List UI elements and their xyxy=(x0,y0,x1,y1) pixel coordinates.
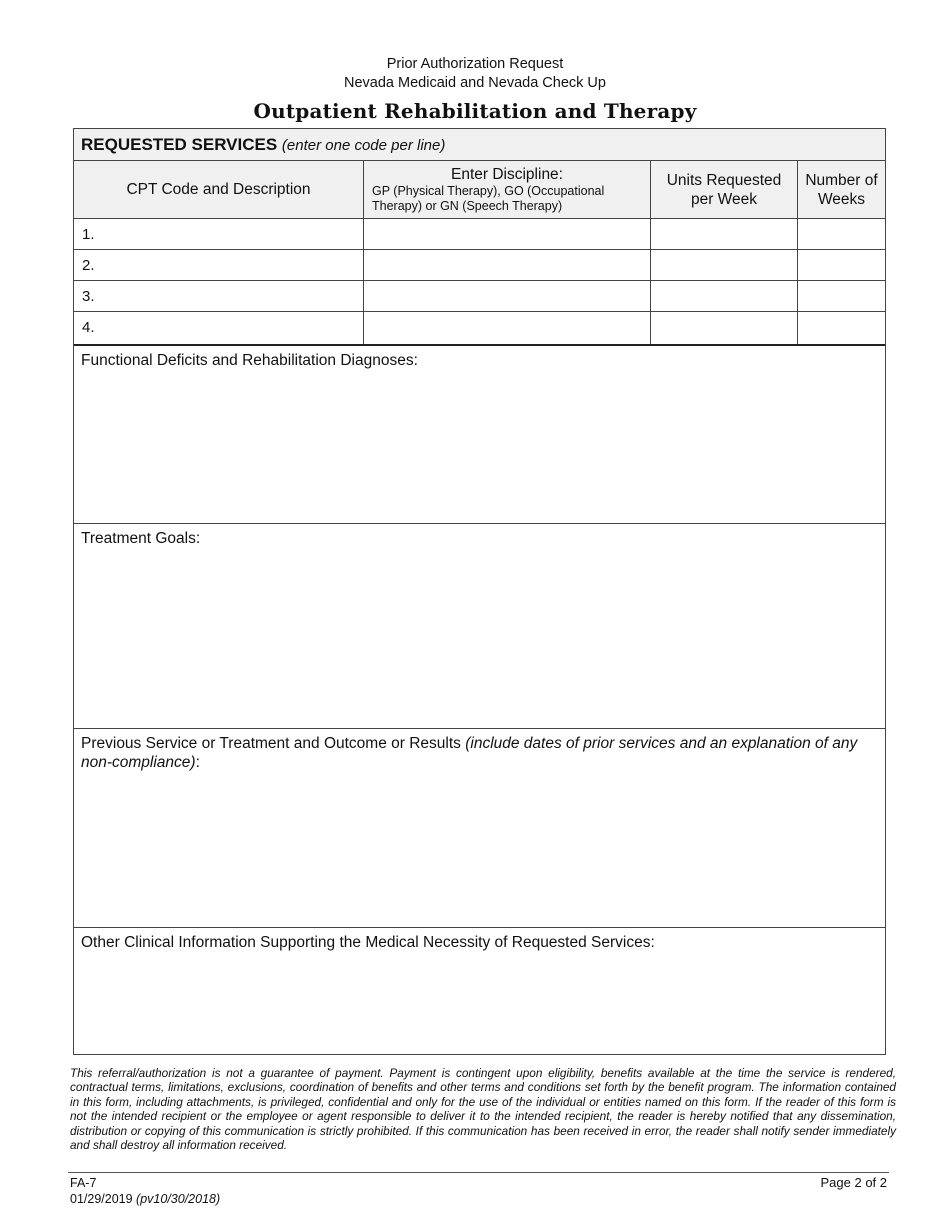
form-date: 01/29/2019 xyxy=(70,1192,133,1206)
service-row-2-discipline[interactable] xyxy=(364,250,651,281)
form-id: FA-7 xyxy=(70,1176,97,1190)
previous-service-label: Previous Service or Treatment and Outcome or Results xyxy=(81,735,466,752)
header-line-1: Prior Authorization Request xyxy=(386,56,564,72)
previous-service-colon: : xyxy=(195,754,200,771)
header-line-2: Nevada Medicaid and Nevada Check Up xyxy=(344,75,606,91)
footer-divider xyxy=(68,1172,889,1173)
service-row-3-weeks[interactable] xyxy=(798,281,885,312)
service-row-4-cpt[interactable] xyxy=(74,312,364,344)
previous-service-instruction: (include dates of prior services and an explanation of any non-compliance) xyxy=(81,735,858,771)
service-row-1-cpt[interactable] xyxy=(74,219,364,250)
service-row-3-cpt[interactable] xyxy=(74,281,364,312)
column-header-cpt xyxy=(74,161,364,219)
footer-left xyxy=(70,1175,220,1207)
units-header-line-2: per Week xyxy=(690,190,758,208)
service-row-1-discipline[interactable] xyxy=(364,219,651,250)
functional-deficits-label: Functional Deficits and Rehabilitation Diagnoses: xyxy=(81,352,418,369)
weeks-header-line-2: Weeks xyxy=(817,190,866,208)
requested-services-banner xyxy=(74,129,885,161)
disclaimer-text: This referral/authorization is not a guarantee of payment. Payment is contingent upon eligibility, benefits available at the time the service is rendered, contractual terms, limitations, exclusions, coordination of benefits and other terms and conditions set forth by the benefit program. The information contained in this form, including attachments, is privileged, confidential and only for the use of the individual or entities named on this form. If the reader of this form is not the intended recipient or the employee or agent responsible to deliver it to the intended recipient, the reader is hereby notified that any dissemination, distribution or copying of this communication is strictly prohibited. If this communication has been received in error, the reader shall notify sender immediately and shall destroy all information received. xyxy=(70,1066,896,1153)
row-number: 4. xyxy=(82,319,95,336)
other-clinical-section[interactable] xyxy=(74,928,885,1054)
row-number: 2. xyxy=(82,257,95,274)
treatment-goals-label: Treatment Goals: xyxy=(81,530,201,547)
treatment-goals-section[interactable] xyxy=(74,524,885,729)
row-number: 1. xyxy=(82,226,95,243)
authorization-form xyxy=(73,128,886,1055)
page-number: Page 2 of 2 xyxy=(820,1175,887,1190)
service-row-3-units[interactable] xyxy=(651,281,798,312)
form-version: (pv10/30/2018) xyxy=(136,1192,221,1206)
service-row-1-units[interactable] xyxy=(651,219,798,250)
form-date-line xyxy=(70,1191,220,1207)
service-row-1-weeks[interactable] xyxy=(798,219,885,250)
functional-deficits-section[interactable] xyxy=(74,346,885,524)
service-row-2-units[interactable] xyxy=(651,250,798,281)
row-number: 3. xyxy=(82,288,95,305)
discipline-header-title: Enter Discipline: xyxy=(451,166,563,183)
service-row-4-discipline[interactable] xyxy=(364,312,651,344)
discipline-header-options: GP (Physical Therapy), GO (Occupational Therapy) or GN (Speech Therapy) xyxy=(372,184,605,213)
other-clinical-label: Other Clinical Information Supporting the Medical Necessity of Requested Services: xyxy=(81,934,655,951)
previous-service-section[interactable] xyxy=(74,729,885,928)
column-header-discipline xyxy=(364,161,651,219)
service-row-4-weeks[interactable] xyxy=(798,312,885,344)
units-header-line-1: Units Requested xyxy=(666,171,782,189)
service-row-4-units[interactable] xyxy=(651,312,798,344)
service-row-3-discipline[interactable] xyxy=(364,281,651,312)
service-row-2-weeks[interactable] xyxy=(798,250,885,281)
column-header-units xyxy=(651,161,798,219)
page-title: Outpatient Rehabilitation and Therapy xyxy=(253,99,697,123)
service-row-2-cpt[interactable] xyxy=(74,250,364,281)
cpt-header-label: CPT Code and Description xyxy=(126,181,311,198)
column-header-weeks xyxy=(798,161,885,219)
requested-services-heading: REQUESTED SERVICES xyxy=(81,135,278,154)
requested-services-note: (enter one code per line) xyxy=(281,137,446,154)
weeks-header-line-1: Number of xyxy=(805,171,878,189)
